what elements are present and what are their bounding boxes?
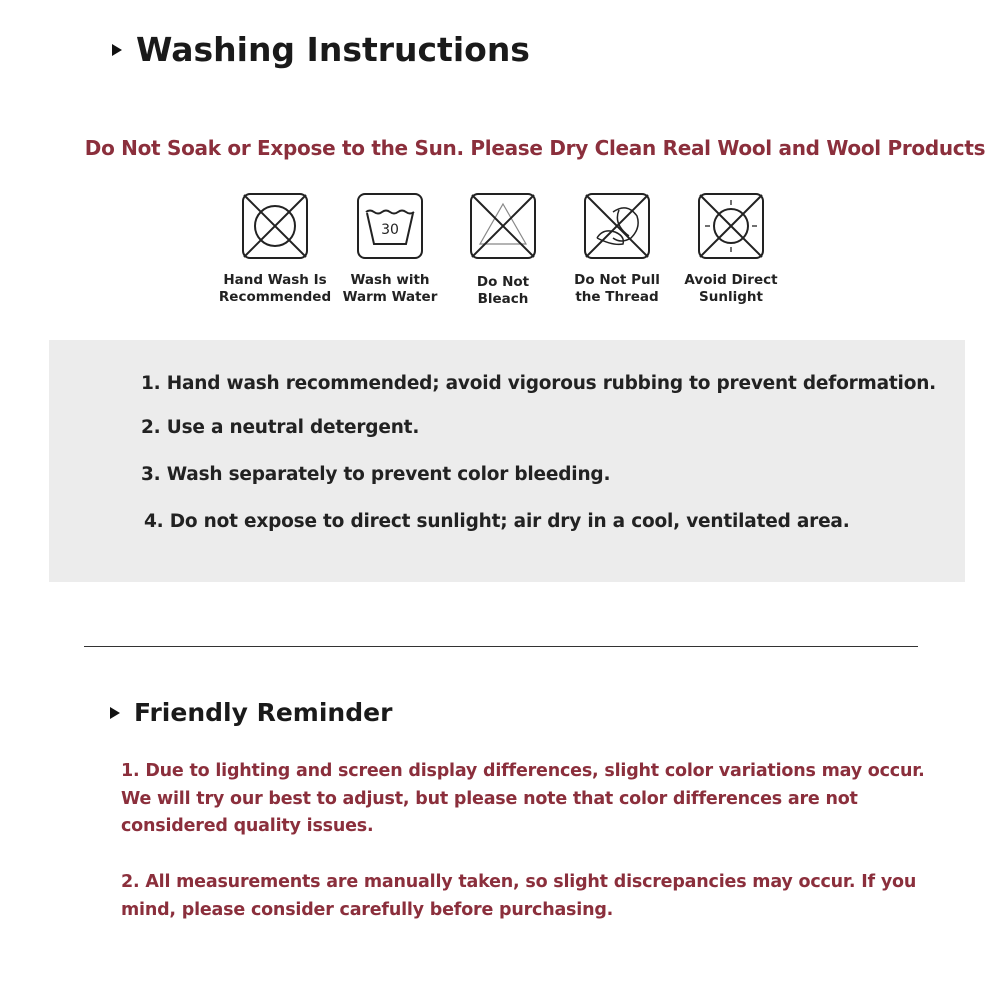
reminder-title: Friendly Reminder bbox=[134, 698, 393, 727]
icon-label: the Thread bbox=[575, 289, 659, 305]
icon-label: Bleach bbox=[477, 291, 529, 307]
avoid-sunlight-icon bbox=[697, 192, 765, 260]
icon-label: Recommended bbox=[218, 289, 332, 305]
instructions-panel bbox=[49, 340, 965, 582]
triangle-bullet-icon bbox=[110, 707, 120, 719]
warning-text: Do Not Soak or Expose to the Sun. Please Dry Clean Real Wool and Wool Products bbox=[84, 136, 986, 160]
icon-label: Sunlight bbox=[699, 289, 763, 305]
wash-30-icon bbox=[356, 192, 424, 260]
washing-instructions-heading bbox=[112, 30, 530, 69]
instruction-step: 3. Wash separately to prevent color bleeding. bbox=[141, 464, 611, 485]
friendly-reminder-heading bbox=[110, 698, 392, 727]
temperature-text: 30 bbox=[381, 222, 399, 238]
icon-label: Avoid Direct bbox=[684, 272, 778, 288]
icon-label: Do Not bbox=[476, 274, 530, 290]
care-icon-wash-30 bbox=[330, 192, 450, 306]
care-icon-no-sun bbox=[671, 192, 791, 306]
do-not-bleach-icon bbox=[469, 192, 537, 260]
instruction-step: 4. Do not expose to direct sunlight; air dry in a cool, ventilated area. bbox=[144, 511, 850, 532]
washing-title: Washing Instructions bbox=[136, 30, 530, 69]
reminder-item: 1. Due to lighting and screen display differences, slight color variations may occur. We will try our best to adjust, but please note that color differences are not considered quality issues. bbox=[121, 761, 925, 836]
icon-label: Wash with bbox=[350, 272, 430, 288]
icon-label: Do Not Pull bbox=[574, 272, 660, 288]
care-icon-no-pull bbox=[557, 192, 677, 306]
instruction-step: 1. Hand wash recommended; avoid vigorous rubbing to prevent deformation. bbox=[141, 373, 937, 394]
do-not-pull-icon bbox=[583, 192, 651, 260]
care-icon-no-bleach bbox=[443, 192, 563, 308]
care-icon-hand-wash bbox=[215, 192, 335, 306]
section-divider bbox=[84, 646, 918, 647]
hand-wash-crossed-icon bbox=[241, 192, 309, 260]
icon-label: Hand Wash Is bbox=[223, 272, 327, 288]
triangle-bullet-icon bbox=[112, 44, 122, 56]
reminder-item: 2. All measurements are manually taken, so slight discrepancies may occur. If you mind, please consider carefully before purchasing. bbox=[121, 872, 917, 920]
instruction-step: 2. Use a neutral detergent. bbox=[141, 417, 420, 438]
icon-label: Warm Water bbox=[342, 289, 438, 305]
